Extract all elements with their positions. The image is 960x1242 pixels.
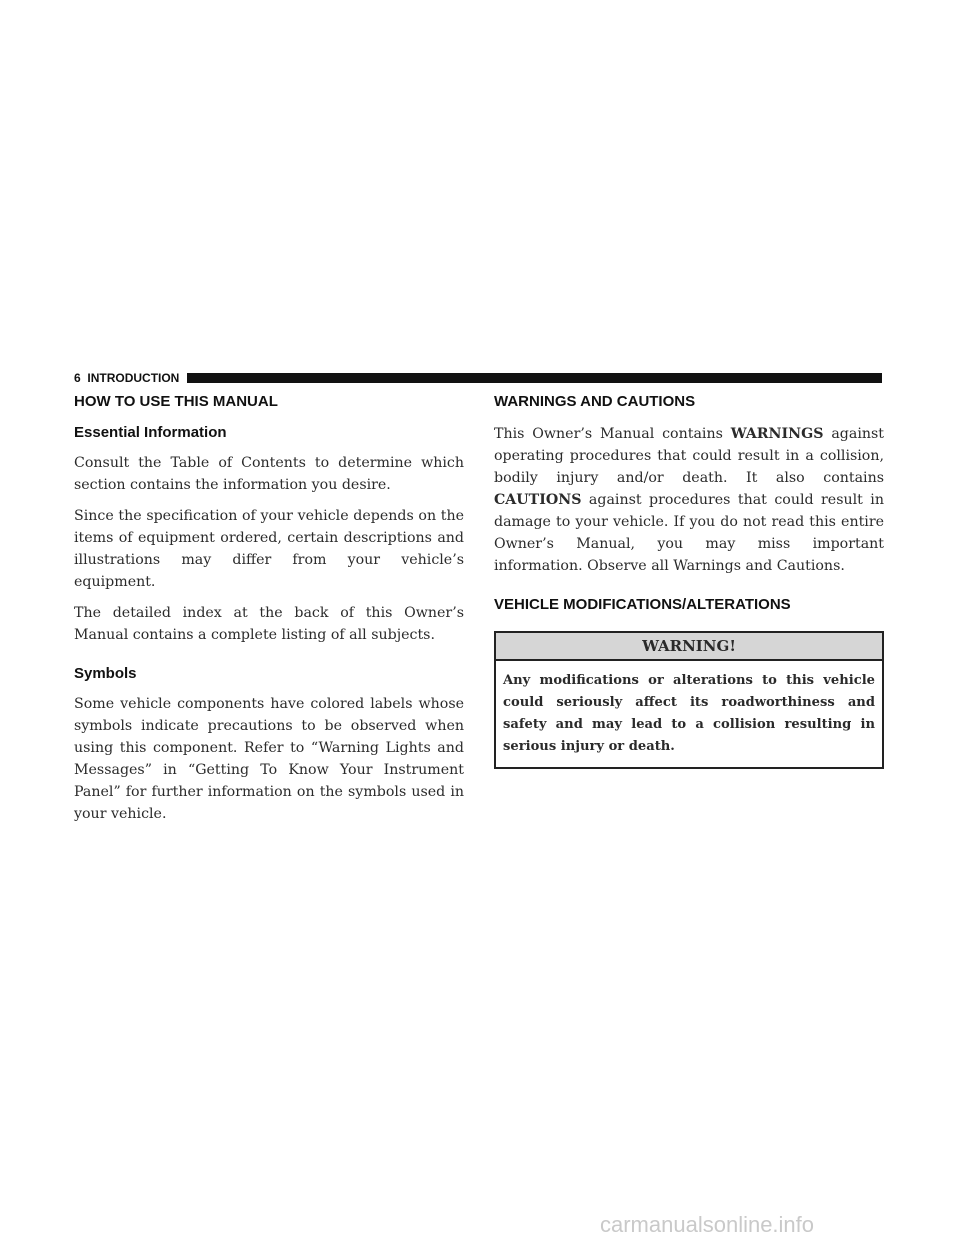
warnings-keyword: WARNINGS: [730, 426, 824, 442]
watermark: carmanualsonline.info: [600, 1212, 815, 1237]
essential-paragraph-2: Since the specification of your vehicle depends on the items of equipment ordered, certain descriptions and illustrations may differ from your vehicle’s equipment.: [74, 508, 464, 590]
right-column: [494, 392, 884, 769]
how-to-use-heading: HOW TO USE THIS MANUAL: [74, 393, 278, 410]
warnings-text-2: against operating procedures that could result in a collision, bodily injury and/or death. It also contains: [494, 426, 884, 486]
header-rule: [187, 373, 882, 383]
warnings-cautions-heading: WARNINGS AND CAUTIONS: [494, 393, 696, 410]
warning-box: [494, 631, 884, 769]
section-title: INTRODUCTION: [87, 371, 180, 385]
modifications-heading: VEHICLE MODIFICATIONS/ALTERATIONS: [494, 596, 791, 613]
warning-box-text: Any modifications or alterations to this vehicle could seriously affect its roadworthiness and safety and may lead to a collision resulting in serious injury or death.: [503, 673, 875, 754]
page-header: [74, 370, 882, 386]
warnings-text-3: against procedures that could result in damage to your vehicle. If you do not read this entire Owner’s Manual, you may miss important information. Observe all Warnings and Cautions.: [494, 492, 884, 574]
left-column: [74, 392, 464, 834]
page-header-text: [74, 371, 179, 385]
symbols-heading: Symbols: [74, 665, 137, 682]
essential-paragraph-3: The detailed index at the back of this Owner’s Manual contains a complete listing of all subjects.: [74, 605, 464, 643]
warning-box-title: WARNING!: [496, 633, 882, 661]
symbols-paragraph: Some vehicle components have colored labels whose symbols indicate precautions to be observed when using this component. Refer to “Warning Lights and Messages” in “Getting To Know Your Instrument Panel” for further information on the symbols used in your vehicle.: [74, 696, 464, 822]
essential-info-heading: Essential Information: [74, 424, 227, 441]
page-number: 6: [74, 371, 81, 385]
essential-paragraph-1: Consult the Table of Contents to determine which section contains the information you desire.: [74, 455, 464, 493]
cautions-keyword: CAUTIONS: [494, 492, 582, 508]
warnings-text-1: This Owner’s Manual contains: [494, 426, 731, 442]
warnings-paragraph: [494, 423, 884, 577]
